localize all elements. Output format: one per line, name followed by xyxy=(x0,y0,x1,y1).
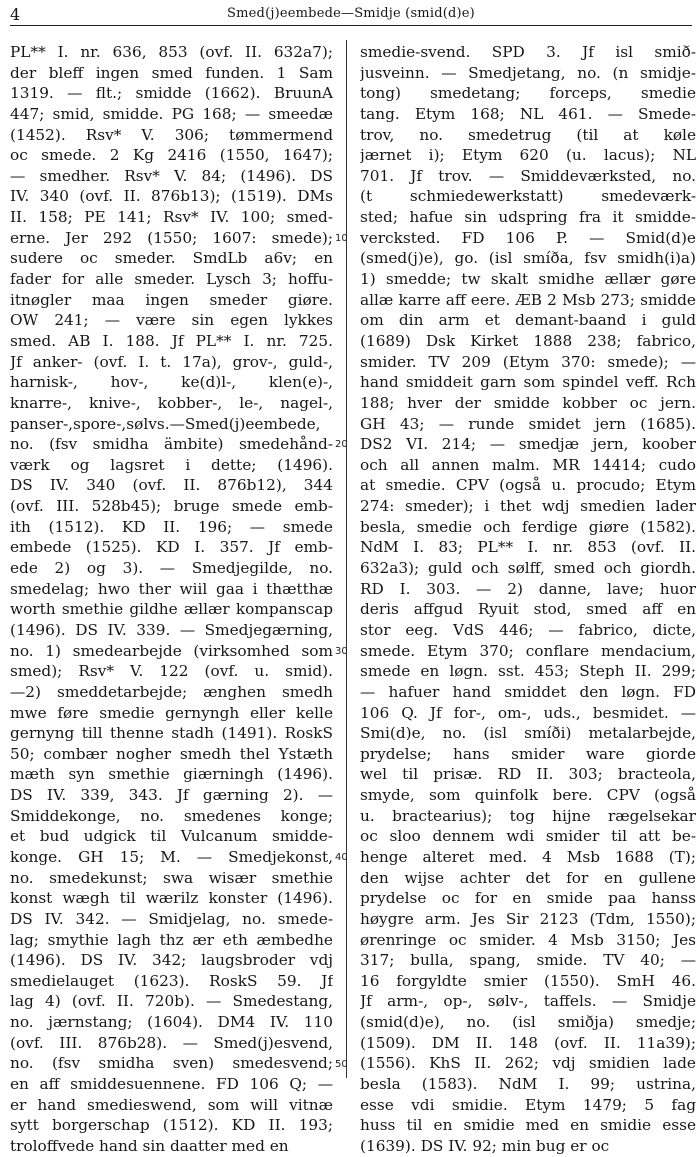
column-divider xyxy=(346,40,347,1078)
text-line: sudere oc smeder. SmdLb a6v; en xyxy=(10,249,333,268)
text-line: DS IV. 342. — Smidjelag, no. smede- xyxy=(10,909,333,928)
text-line: Jf arm-, op-, sølv-, taffels. — Smidje xyxy=(360,992,696,1011)
text-line: værk og lagsret i dette; (1496). xyxy=(10,455,333,474)
text-line: (ovf. III. 528b45); bruge smede emb- xyxy=(10,497,333,516)
text-line: II. 158; PE 141; Rsv* IV. 100; smed- xyxy=(10,208,333,227)
text-line: Jf anker- (ovf. I. t. 17a), grov-, guld-, xyxy=(10,352,333,371)
text-line: PL** I. nr. 636, 853 (ovf. II. 632a7); xyxy=(10,43,333,61)
text-line: no. 1) smedearbejde (virksomhed som xyxy=(10,641,333,660)
text-line: knarre-, knive-, kobber-, le-, nagel-, xyxy=(10,393,333,412)
text-line: sytt borgerschap (1512). KD II. 193; xyxy=(10,1116,333,1135)
text-line: besla, smedie och ferdige giøre (1582). xyxy=(360,517,696,536)
text-line: mwe føre smedie gernyngh eller kelle xyxy=(10,703,333,722)
text-line: ede 2) og 3). — Smedjegilde, no. xyxy=(10,559,333,578)
text-line: DS IV. 340 (ovf. II. 876b12), 344 xyxy=(10,476,333,495)
text-line: itnøgler maa ingen smeder giøre. xyxy=(10,290,333,309)
text-line: GH 43; — runde smidet jern (1685). xyxy=(360,414,696,433)
text-line: — hafuer hand smiddet den løgn. FD xyxy=(360,682,696,701)
text-line: stor eeg. VdS 446; — fabrico, dicte, xyxy=(360,620,696,639)
text-line: smedelag; hwo ther wiil gaa i thætthæ xyxy=(10,579,333,598)
page-number: 4 xyxy=(10,5,21,24)
text-line: smider. TV 209 (Etym 370: smede); — xyxy=(360,352,696,371)
text-line: et bud udgick til Vulcanum smidde- xyxy=(10,827,333,846)
text-line: oc sloo dennem wdi smider til att be- xyxy=(360,827,696,846)
text-line: 447; smid, smidde. PG 168; — smeedæ xyxy=(10,104,333,123)
text-line: no. jærnstang; (1604). DM4 IV. 110 xyxy=(10,1013,333,1032)
text-line: NdM I. 83; PL** I. nr. 853 (ovf. II. xyxy=(360,538,696,557)
text-line: der bleff ingen smed funden. 1 Sam xyxy=(10,63,333,82)
text-line: Smi(d)e, no. (isl smíði) metalarbejde, xyxy=(360,724,696,743)
text-line: 106 Q. Jf for-, om-, uds., besmidet. — xyxy=(360,703,696,722)
text-line: no. (fsv smidha ämbite) smedehånd- xyxy=(10,435,333,454)
line-marker: 10 xyxy=(335,232,348,244)
text-line: esse vdi smidie. Etym 1479; 5 fag xyxy=(360,1095,696,1114)
text-line: smed); Rsv* V. 122 (ovf. u. smid). xyxy=(10,662,333,681)
text-line: harnisk-, hov-, ke(d)l-, klen(e)-, xyxy=(10,373,333,392)
text-line: en aff smiddesuennene. FD 106 Q; — xyxy=(10,1075,333,1094)
text-line: erne. Jer 292 (1550; 1607: smede); xyxy=(10,228,333,247)
header-rule xyxy=(10,25,692,26)
text-line: høygre arm. Jes Sir 2123 (Tdm, 1550); xyxy=(360,909,696,928)
line-marker: 40 xyxy=(335,852,348,864)
text-line: ørenringe oc smider. 4 Msb 3150; Jes xyxy=(360,930,696,949)
text-line: embede (1525). KD I. 357. Jf emb- xyxy=(10,538,333,557)
text-line: deris affgud Ryuit stod, smed aff en xyxy=(360,600,696,619)
text-line: panser-,spore-,sølvs.—Smed(j)eembede, xyxy=(10,414,321,433)
text-line: jærnet i); Etym 620 (u. lacus); NL xyxy=(360,146,696,165)
page-header xyxy=(10,2,692,24)
text-line: 317; bulla, spang, smide. TV 40; — xyxy=(360,951,696,970)
text-line: trov, no. smedetrug (til at køle xyxy=(360,125,696,144)
text-line: smedie-svend. SPD 3. Jf isl smið- xyxy=(360,43,696,61)
text-line: 188; hver der smidde kobber oc jern. xyxy=(360,393,696,412)
text-line: lag 4) (ovf. II. 720b). — Smedestang, xyxy=(10,992,333,1011)
text-line: (1496). DS IV. 342; laugsbroder vdj xyxy=(10,951,333,970)
text-line: smyde, som quinfolk bere. CPV (også xyxy=(360,786,696,805)
right-column xyxy=(360,42,696,1157)
text-line: fader for alle smeder. Lysch 3; hoffu- xyxy=(10,270,333,289)
text-line: 1319. — flt.; smidde (1662). BruunA xyxy=(10,84,333,103)
text-line: konst wægh til wærilz konster (1496). xyxy=(10,889,333,908)
text-line: at smedie. CPV (også u. procudo; Etym xyxy=(360,476,696,495)
text-line: allæ karre aff eere. ÆB 2 Msb 273; smidde xyxy=(360,290,696,309)
text-line: smede en løgn. sst. 453; Steph II. 299; xyxy=(360,662,696,681)
line-marker: 50 xyxy=(335,1058,348,1070)
text-line: tang. Etym 168; NL 461. — Smede- xyxy=(360,104,696,123)
text-line: no. (fsv smidha sven) smedesvend; xyxy=(10,1054,333,1073)
text-line: smedielauget (1623). RoskS 59. Jf xyxy=(10,971,333,990)
text-line: worth smethie gildhe ællær kompanscap xyxy=(10,600,333,619)
text-line: er hand smedieswend, som will vitnæ xyxy=(10,1095,333,1114)
text-line: henge alteret med. 4 Msb 1688 (T); xyxy=(360,847,696,866)
text-line: mæth syn smethie giærningh (1496). xyxy=(10,765,333,784)
text-line: DS2 VI. 214; — smedjæ jern, koober xyxy=(360,435,696,454)
text-line: den wijse achter det for en gullene xyxy=(360,868,696,887)
text-line: no. smedekunst; swa wisær smethie xyxy=(10,868,333,887)
text-line: (smid(d)e), no. (isl smiðja) smedje; xyxy=(360,1013,696,1032)
text-line: wel til prisæ. RD II. 303; bracteola, xyxy=(360,765,696,784)
text-line: (smed(j)e), go. (isl smíða, fsv smidh(i)a) xyxy=(360,249,696,268)
text-line: 701. Jf trov. — Smiddeværksted, no. xyxy=(360,166,696,185)
text-line: jusveinn. — Smedjetang, no. (n smidje- xyxy=(360,63,696,82)
text-line: huss til en smidie med en smidie esse xyxy=(360,1116,696,1135)
line-marker: 20 xyxy=(335,439,348,451)
text-line: gernyng till thenne stadh (1491). RoskS xyxy=(10,724,333,743)
text-line: 16 forgyldte smier (1550). SmH 46. xyxy=(360,971,696,990)
text-line: besla (1583). NdM I. 99; ustrina, xyxy=(360,1075,696,1094)
text-line: och all annen malm. MR 14414; cudo xyxy=(360,455,696,474)
text-line: (1496). DS IV. 339. — Smedjegærning, xyxy=(10,620,333,639)
text-line: (1452). Rsv* V. 306; tømmermend xyxy=(10,125,333,144)
line-marker: 30 xyxy=(335,645,348,657)
text-line: (1639). DS IV. 92; min bug er oc xyxy=(360,1136,610,1155)
text-line: om din arm et demant-baand i guld xyxy=(360,311,696,330)
text-line: (ovf. III. 876b28). — Smed(j)esvend, xyxy=(10,1033,333,1052)
left-column xyxy=(10,42,333,1157)
text-line: lag; smythie lagh thz ær eth æmbedhe xyxy=(10,930,333,949)
text-line: (t schmiedewerkstatt) smedeværk- xyxy=(360,187,696,206)
text-line: 1) smedde; tw skalt smidhe ællær gøre xyxy=(360,270,696,289)
text-line: OW 241; — være sin egen lykkes xyxy=(10,311,333,330)
text-line: hand smiddeit garn som spindel veff. Rch xyxy=(360,373,696,392)
text-line: tong) smedetang; forceps, smedie xyxy=(360,84,696,103)
text-line: u. bractearius); tog hijne rægelsekar xyxy=(360,806,696,825)
text-line: (1556). KhS II. 262; vdj smidien lade xyxy=(360,1054,696,1073)
text-line: prydelse oc for en smide paa hanss xyxy=(360,889,696,908)
text-line: DS IV. 339, 343. Jf gærning 2). — xyxy=(10,786,333,805)
text-line: troloffvede hand sin daatter med en xyxy=(10,1136,289,1155)
text-line: RD I. 303. — 2) danne, lave; huor xyxy=(360,579,696,598)
text-line: smede. Etym 370; conflare mendacium, xyxy=(360,641,696,660)
text-line: (1509). DM II. 148 (ovf. II. 11a39); xyxy=(360,1033,696,1052)
text-line: — smedher. Rsv* V. 84; (1496). DS xyxy=(10,166,333,185)
text-line: IV. 340 (ovf. II. 876b13); (1519). DMs xyxy=(10,187,333,206)
text-line: vercksted. FD 106 P. — Smid(d)e xyxy=(360,228,696,247)
text-line: ith (1512). KD II. 196; — smede xyxy=(10,517,333,536)
text-line: —2) smeddetarbejde; ænghen smedh xyxy=(10,682,333,701)
text-line: Smiddekonge, no. smedenes konge; xyxy=(10,806,333,825)
running-head: Smed(j)eembede—Smidje (smid(d)e) xyxy=(227,6,475,21)
text-line: prydelse; hans smider ware giorde xyxy=(360,744,696,763)
text-line: 274: smeder); i thet wdj smedien lader xyxy=(360,497,696,516)
text-line: (1689) Dsk Kirket 1888 238; fabrico, xyxy=(360,331,696,350)
text-line: oc smede. 2 Kg 2416 (1550, 1647); xyxy=(10,146,333,165)
text-line: sted; hafue sin udspring fra it smidde- xyxy=(360,208,696,227)
text-line: 632a3); guld och sølff, smed och giordh. xyxy=(360,559,696,578)
text-line: smed. AB I. 188. Jf PL** I. nr. 725. xyxy=(10,331,333,350)
text-line: konge. GH 15; M. — Smedjekonst, xyxy=(10,847,333,866)
text-line: 50; combær nogher smedh thel Ystæth xyxy=(10,744,333,763)
